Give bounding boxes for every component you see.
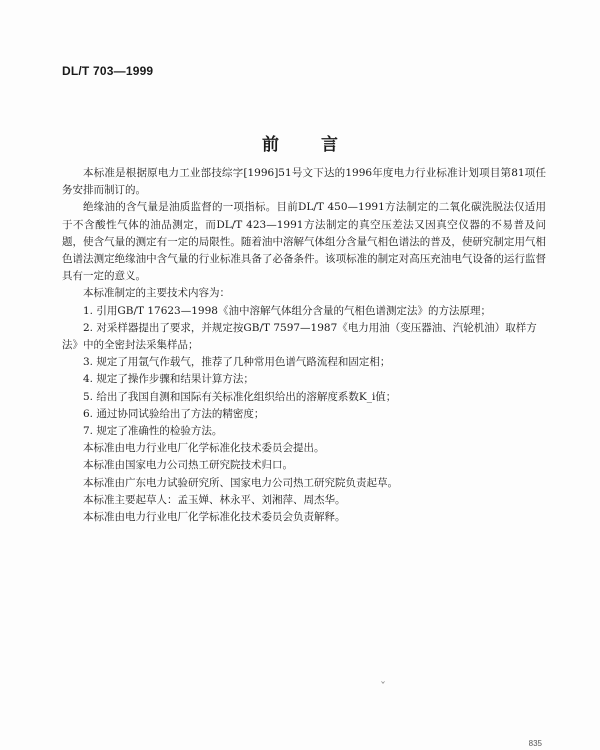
paragraph: 绝缘油的含气量是油质监督的一项指标。目前DL/T 450—1991方法制定的二氧化碳洗脱法仅适用于不含酸性气体的油品测定，而DL/T 423—1991方法制定的真空压差法又因真空仪器的不易普及问题，使含气量的测定有一定的局限性。随着油中溶解气体组分含量气相色谱法的普及，使研究制定用气相色谱法测定绝缘油中含气量的行业标准具备了必备条件。该项标准的制定对高压充油电气设备的运行监督具有一定的意义。 (62, 201, 546, 283)
list-item: 2. 对采样器提出了要求，并规定按GB/T 7597—1987《电力用油（变压器油、汽轮机油）取样方法》中的全密封法采集样品； (62, 321, 537, 352)
closing-statement: 本标准由国家电力公司热工研究院技术归口。 (83, 459, 293, 472)
page-number: 835 (528, 739, 542, 748)
closing-statement: 本标准由电力行业电厂化学标准化技术委员会负责解释。 (83, 511, 346, 524)
closing-statement: 本标准由广东电力试验研究所、国家电力公司热工研究院负责起草。 (83, 476, 398, 489)
scan-mark: ˇ (380, 680, 386, 694)
section-title: 前言 (262, 135, 380, 155)
standard-code: DL/T 703—1999 (62, 64, 154, 78)
paragraph: 本标准是根据原电力工业部技综字[1996]51号文下达的1996年度电力行业标准计划项目第81项任务安排而制订的。 (62, 167, 546, 197)
closing-statement: 本标准由电力行业电厂化学标准化技术委员会提出。 (83, 442, 325, 455)
list-item: 6. 通过协同试验给出了方法的精密度； (83, 407, 265, 420)
paragraph: 本标准制定的主要技术内容为： (83, 287, 230, 300)
closing-statement: 本标准主要起草人：孟玉婵、林永平、刘湘萍、周杰华。 (83, 493, 346, 506)
list-item: 1. 引用GB/T 17623—1998《油中溶解气体组分含量的气相色谱测定法》的方法原理； (83, 304, 491, 317)
list-item: 7. 规定了准确性的检验方法。 (83, 425, 223, 438)
foreword-body (62, 165, 546, 526)
list-item: 3. 规定了用氩气作载气，推荐了几种常用色谱气路流程和固定相； (83, 356, 391, 369)
list-item: 5. 给出了我国自测和国际有关标准化组织给出的溶解度系数K_i值； (83, 390, 397, 403)
list-item: 4. 规定了操作步骤和结果计算方法； (83, 373, 254, 386)
